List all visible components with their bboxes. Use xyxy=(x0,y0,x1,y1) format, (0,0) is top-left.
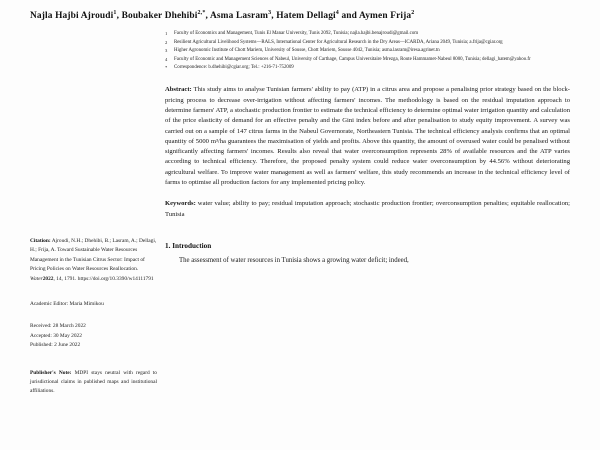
date-received: Received: 28 March 2022 xyxy=(30,323,86,330)
affiliation-marker: 3 xyxy=(165,48,168,54)
publisher-note-text: MDPI stays neutral with regard to jurisdictional claims in published maps and institutional affiliations. xyxy=(30,369,157,395)
citation-doi-link[interactable]: https://doi.org/10.3390/w14111791 xyxy=(77,275,154,282)
author-name: Aymen Frija xyxy=(359,11,412,21)
author-affiliation-marker: 2 xyxy=(411,9,415,16)
keywords-section xyxy=(165,199,570,220)
affiliation-text: Higher Agronomic Institute of Chott Mariem, University of Sousse, Chott Mariem, Sousse 4042, Tunisia; asma.lasram@iresa.agrinet.tn xyxy=(174,48,440,54)
citation-journal: Water xyxy=(30,275,43,282)
affiliation-item xyxy=(165,39,570,46)
academic-editor-label: Academic Editor: xyxy=(30,301,69,308)
citation-volume: , 14, 1791. xyxy=(53,275,77,282)
affiliation-item xyxy=(165,47,570,54)
citation-label: Citation: xyxy=(30,238,51,244)
affiliation-text: Faculty of Economics and Management, Tunis El Manar University, Tunis 2092, Tunisia; najla.hajbi.benajroudi@gmail.com xyxy=(174,31,419,36)
introduction-heading: 1. Introduction xyxy=(165,241,212,250)
author-affiliation-marker: 1 xyxy=(113,9,117,16)
keywords-text: water value; ability to pay; residual imputation approach; stochastic production frontier; overconsumption penalties; equitable reallocation; Tunisia xyxy=(165,200,570,218)
affiliation-item xyxy=(165,30,570,37)
author-affiliation-marker: 3 xyxy=(268,9,272,16)
affiliation-marker: 2 xyxy=(165,39,168,45)
citation-block xyxy=(30,237,157,284)
author-affiliation-marker: 4 xyxy=(335,9,339,16)
affiliation-text: Resilient Agricultural Livelihood Systems—RALS, International Center for Agricultural Research in the Dry Areas—ICARDA, Ariana 2049, Tunisia; a.frija@cgiar.org xyxy=(174,39,503,45)
author-name: Najla Hajbi Ajroudi xyxy=(30,11,114,21)
date-published: Published: 2 June 2022 xyxy=(30,342,81,349)
publication-dates-block xyxy=(30,322,157,350)
abstract-section xyxy=(165,85,570,188)
abstract-text: This study aims to analyse Tunisian farmers' ability to pay (ATP) in a citrus area and propose a penalising prior strategy based on the block-pricing process to decrease over-irrigation without affecting farmers' incomes. The methodology is based on the residual imputation approach to determine farmers' ATP, a stochastic production frontier to estimate the technical efficiency to determine optimal water irrigation quantity and calculation of the price elasticity of demand for an effective penalty and the Gini index before and after penalisation to study equity improvement. A survey was carried out on a sample of 147 citrus farms in the Nabeul Governorate, Northeastern Tunisia. The technical efficiency analysis confirms that an optimal quantity of 5000 m³/ha guarantees the maximisation of yields and profits. Above this quantity, the amount of overused water could be penalised without significantly affecting farmers' incomes. Results also reveal that water overconsumption represents 28% of available resources and the ATP varies according to technical efficiency. Therefore, the proposed penalty system could reduce water overconsumption by 44.56% without deteriorating agricultural welfare. To improve water management as well as farmers' welfare, this study recommends an increase in the technical efficiency level of farms to optimise all production factors for any implemented pricing policy. xyxy=(165,86,570,187)
abstract-label: Abstract: xyxy=(165,86,192,94)
citation-year: 2022 xyxy=(42,275,54,282)
author-separator: , xyxy=(271,11,277,21)
affiliations-list xyxy=(165,30,570,71)
publisher-note-block xyxy=(30,369,157,397)
introduction-paragraph: The assessment of water resources in Tunisia shows a growing water deficit; indeed, xyxy=(179,256,409,264)
author-separator: , xyxy=(116,11,122,21)
author-name: Asma Lasram xyxy=(209,11,269,21)
academic-editor-block xyxy=(30,300,157,309)
affiliation-marker: 4 xyxy=(165,56,168,62)
affiliation-text: Faculty of Economic and Management Sciences of Nabeul, University of Carthage, Campus Universitaire Mrezga, Route Hammamet-Nabeul 8000, Tunisia; dellagi_hatem@yahoo.fr xyxy=(174,56,531,62)
affiliation-marker: 1 xyxy=(165,31,168,36)
author-affiliation-marker: 2,* xyxy=(197,9,206,16)
publisher-note-label: Publisher's Note: xyxy=(30,369,72,376)
author-name: Hatem Dellagi xyxy=(276,11,336,21)
academic-editor-name: Maria Mimikou xyxy=(68,301,104,308)
content-columns xyxy=(30,30,570,397)
citation-text: Ajroudi, N.H.; Dhehibi, B.; Lasram, A.; Dellagi, H.; Frija, A. Toward Sustainable Water Resources Management in the Tunisian Citrus Sector: Impact of Pricing Policies on Water Resources Reallocation. xyxy=(30,238,157,273)
author-line xyxy=(30,10,570,22)
main-column xyxy=(165,30,570,397)
author-separator: and xyxy=(338,11,359,21)
affiliation-item xyxy=(165,56,570,63)
keywords-label: Keywords: xyxy=(165,200,196,208)
affiliation-text: Correspondence: b.dhehibi@cgiar.org; Tel.: +216-71-752009 xyxy=(174,65,294,71)
sidebar-column xyxy=(30,30,165,397)
date-accepted: Accepted: 30 May 2022 xyxy=(30,332,82,339)
affiliation-marker: * xyxy=(165,65,168,71)
author-name: Boubaker Dhehibi xyxy=(121,11,198,21)
affiliation-item xyxy=(165,64,570,71)
author-separator: , xyxy=(205,11,210,21)
